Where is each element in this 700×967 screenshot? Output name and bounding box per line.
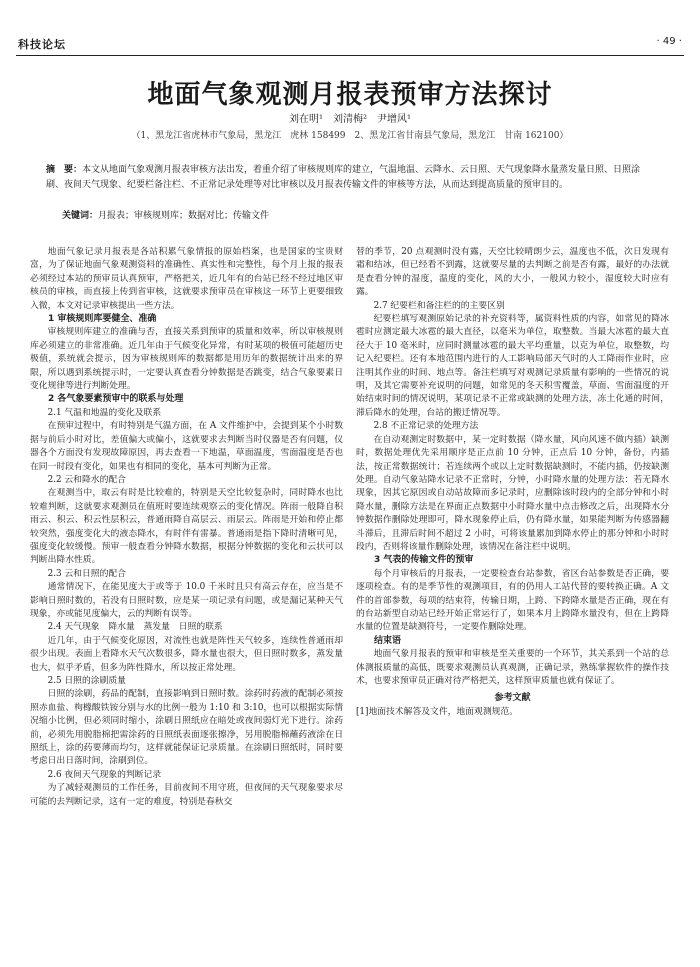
- abstract-label: 摘 要：: [46, 165, 83, 175]
- subsection-2-1-paragraph: 在预审过程中，有时特别是气温方面，在 A 文件维护中，会提到某个小时数据与前后小时对比，差值偏大或偏小，这就要求去判断当时仪器是否有问题，仪器各个方面没有发现故障原因，再去查看一下地温，草面温度，雪面温度是否也在同一时段有变化，如果也有相同的变化，基本可判断为正常。: [30, 421, 343, 472]
- section-heading-2: 2 各气象要素预审中的联系与处理: [48, 394, 184, 405]
- subsection-heading-2-1: 2.1 气温和地温的变化及联系: [47, 407, 162, 418]
- subsection-2-2-paragraph: 在观测当中，取云有时是比较难的，特别是天空比较复杂时，同时降水也比较难判断，这就要求观测员在值班时要连续观察云的变化情况。阵雨一般降自积雨云、积云、积云性层积云，普通雨降自高层云、雨层云。阵雨是开始和停止都较突然，强度变化大的液态降水，有时伴有雷暴。普通雨是指下降时清晰可见，强度变化较缓慢。预审一般查看分钟降水数据，根据分钟数据的变化和云状可以判断出降水性质。: [30, 488, 343, 566]
- subsection-heading-2-7: 2.7 纪要栏和备注栏的的主要区别: [373, 300, 505, 311]
- abstract-text: 本文从地面气象观测月报表审核方法出发，着重介绍了审核规则库的建立，气温地温、云降水、云日照、天气现象降水量蒸发量日照、日照涂刷、夜间天气现象、纪要栏备注栏、不正常记录处理等对比审核以及月报表传输文件的审核等方法，从而达到提高质量的预审目的。: [46, 165, 641, 190]
- subsection-2-8-paragraph: 在自动观测定时数据中，某一定时数据（降水量，风向风速不做内插）缺测时，数据处理优先采用顺序是正点前 10 分钟，正点后 10 分钟，备份，内插法，按正常数据统计；若连续两个或以上定时数据缺测时，不能内插，仍按缺测处理。自动气象站降水记录不正常时，分钟，小时降水量的处理方法：若无降水现象，因其它原因或自动站故障而多记录时，应删除该时段内的全部分钟和小时降水量，删除方法是在界面正点数据中小时降水量中点击修改之后，出现降水分钟数据作删除处理即可，降水现象停止后，仍有降水量，如果能判断为传感器翻斗滞后，且滞后时间不超过 2 小时，可将该量累加到降水停止的那分钟和小时时段内，否则将该量作删除处理，该情况在备注栏中说明。: [356, 434, 669, 552]
- keywords-label: 关键词：: [62, 211, 99, 221]
- paper-title: 地面气象观测月报表预审方法探讨: [147, 80, 553, 110]
- right-column: [356, 246, 669, 719]
- paper-authors: 刘在明¹ 刘清梅² 尹增风¹: [288, 114, 412, 125]
- journal-section-name: 科技论坛: [18, 38, 66, 51]
- conclusion-paragraph: 地面气象月报表的预审和审核是至关重要的一个环节，其关系到一个站的总体测报质量的高低，既要求观测员认真观测，正确记录，熟练掌握软件的操作技术，也要求预审员正确对待严格把关，这样预审质量也就有保证了。: [356, 649, 669, 686]
- reference-item: [1]地面技术解答及文件，地面观测规范。: [356, 706, 519, 717]
- subsection-2-3-paragraph: 通常情况下，在能见度大于或等于 10.0 千米时且只有高云存在，应当是不影响日照时数的，若没有日照时数，应是某一项记录有问题，或是漏记某种天气现象，亦或能见度偏大，云的判断有误等。: [30, 582, 343, 619]
- left-column: [30, 246, 343, 809]
- subsection-2-6-paragraph: 为了减轻观测员的工作任务，目前夜间不用守班，但夜间的天气现象要求尽可能的去判断记录，这有一定的难度，特别是春秋交: [30, 783, 343, 807]
- subsection-2-5-paragraph: 日照的涂刷，药品的配制，直接影响到日照时数。涂药时药液的配制必须按照赤血盐、枸橼酸铁铵分别与水的比例一般为 1:10 和 3:10，也可以根据实际情况缩小比例，但必须同时缩小，涂刷日照纸应在暗处或夜间弱灯光下进行。涂药前，必须先用脱脂棉把需涂药的日照纸表面逐张擦净，另用脱脂棉蘸药液涂在日照纸上，涂的药要薄而均匀，这样就能保证记录质量。在涂刷日照纸时，同时要考虑日出日落时间，涂刷到位。: [30, 689, 343, 767]
- keywords-block: [62, 209, 654, 224]
- intro-paragraph: 地面气象记录月报表是各站积累气象情报的原始档案，也是国家的宝贵财富，为了保证地面气象观测资料的准确性、真实性和完整性，每个月上报的报表必须经过本站的预审员认真预审，严格把关，近几年有的台站已经不经过地区审核员的审核，而直接上传到省审核，这就要求预审员在审核这一环节上更要细致入微，本文对记录审核提出一些方法。: [30, 247, 343, 311]
- section-1-paragraph: 审核规则库建立的准确与否，直接关系到预审的质量和效率，所以审核规则库必须建立的非常准确。近几年由于气候变化异常，有时某项的极值可能超历史极值，系统就会提示，因为审核规则库的数据都是用历年的数据统计出来的界限，所以遇到系统提示时，一定要认真查看分钟数据是否跳变，结合气象要素日变化规律等进行判断处理。: [30, 327, 343, 392]
- conclusion-heading: 结束语: [374, 635, 402, 646]
- author-affiliations: （1、黑龙江省虎林市气象局，黑龙江 虎林 158499 2、黑龙江省甘南县气象局，黑龙江 甘南 162100）: [131, 131, 569, 141]
- abstract-block: [46, 163, 654, 193]
- subsection-2-7-paragraph: 纪要栏填写观测原始记录的补充资料等，属资料性质的内容，如常见的降冰雹时应测定最大冰雹的最大直径，以毫米为单位，取整数。当最大冰雹的最大直径大于 10 毫米时，应同时测量冰雹的最大平均重量，以克为单位，取整数，均记入纪要栏。还有本地范围内进行的人工影响局部天气时的人工降雨作业时，应注明其作业的时间、地点等。备注栏填写对观测记录质量有影响的一些情况的说明，及其它需要补充说明的问题，如常见的冬天积雪覆盖，草面、雪面温度的开始结束时间的情况说明，某项记录不正常或缺测的处理方法，冻土化通的时间，滞后降水的处理，台站的搬迁情况等。: [356, 314, 669, 418]
- subsection-heading-2-3: 2.3 云和日照的配合: [47, 568, 126, 579]
- subsection-heading-2-8: 2.8 不正常记录的处理方法: [373, 421, 479, 432]
- subsection-2-6-continued: 替的季节，20 点观测时没有露，天空比较晴朗少云，温度也不低，次日发现有霜和结冰，但已经看不到露，这就要尽量的去判断之前是否有露，最好的办法就是查看分钟的湿度，温度的变化，风的大小，一般风力较小，湿度较大时应有露。: [356, 247, 669, 298]
- section-heading-1: 1 审核规则库要健全、准确: [48, 314, 157, 325]
- page-number: · 49 ·: [656, 36, 682, 47]
- header-rule: [16, 55, 684, 56]
- subsection-heading-2-2: 2.2 云和降水的配合: [47, 474, 126, 485]
- section-3-paragraph: 每个月审核后的月报表，一定要检查台站参数，省区台站参数是否正确，要逐项检查。有的是季节性的观测项目，有的仍用人工站代替的要转换正确。A 文件的首部参数，每项的结束符，传输日期，上跨、下跨降水量是否正确，现在有的台站新型自动站已经开始正常运行了，如果本月上跨降水量没有，但在上跨降水量的位置是缺测符号，一定要作删除处理。: [356, 568, 669, 633]
- subsection-heading-2-4: 2.4 天气现象 降水量 蒸发量 日照的联系: [47, 622, 223, 633]
- section-heading-3: 3 气表的传输文件的预审: [374, 555, 474, 566]
- subsection-heading-2-5: 2.5 日照的涂刷质量: [47, 676, 126, 686]
- keywords-text: 月报表；审核规则库；数据对比；传输文件: [98, 211, 270, 221]
- references-heading: 参考文献: [494, 693, 531, 704]
- subsection-heading-2-6: 2.6 夜间天气现象的判断记录: [47, 769, 162, 780]
- subsection-2-4-paragraph: 近几年，由于气候变化原因，对流性也就是阵性天气较多，连续性普通雨却很少出现。表面上看降水天气次数很多，降水量也很大，但日照时数多，蒸发量也大，似乎矛盾，但多为阵性降水，所以按正常处理。: [30, 635, 343, 673]
